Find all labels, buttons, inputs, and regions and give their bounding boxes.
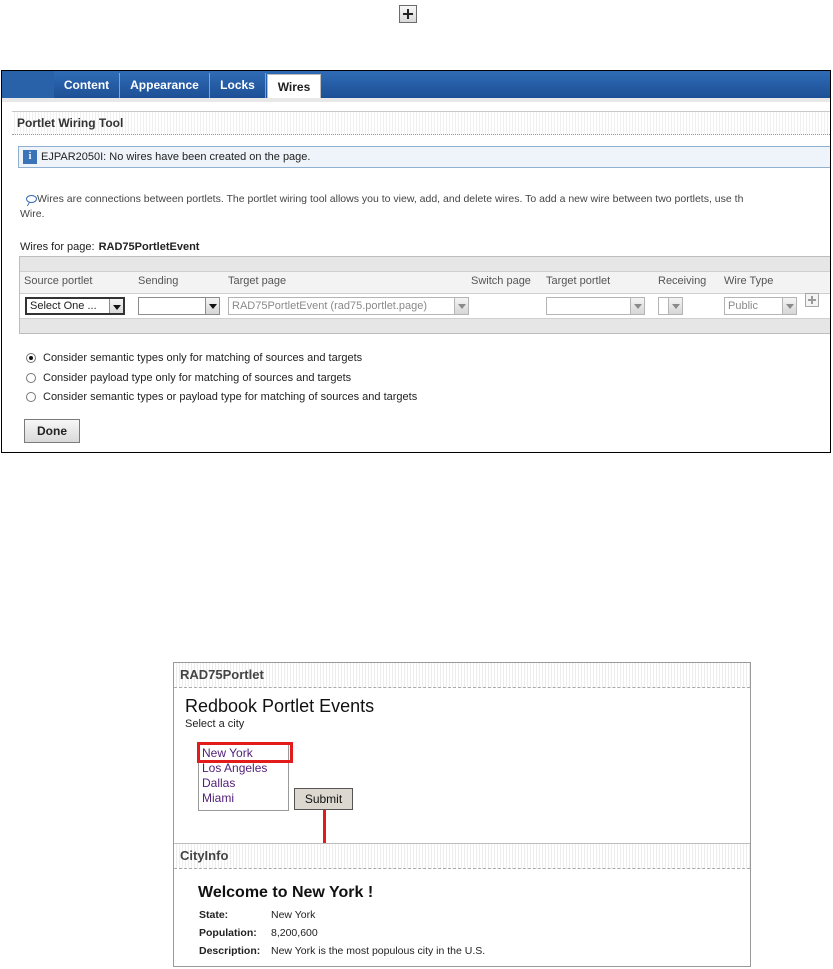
target-page-value: RAD75PortletEvent (rad75.portlet.page) — [232, 300, 428, 312]
state-value: New York — [271, 909, 316, 921]
receiving-select[interactable] — [658, 297, 683, 315]
table-top-strip — [20, 257, 831, 272]
col-target-portlet: Target portlet — [546, 275, 611, 287]
radio-selected[interactable] — [26, 353, 36, 363]
target-portlet-select[interactable] — [546, 297, 645, 315]
matching-option-label: Consider semantic types or payload type for matching of sources and targets — [43, 391, 418, 403]
wire-type-select[interactable] — [724, 297, 797, 315]
sending-select[interactable] — [138, 297, 220, 315]
welcome-heading: Welcome to New York ! — [198, 884, 374, 901]
chevron-down-icon — [205, 298, 219, 314]
section-title: Portlet Wiring Tool — [12, 111, 830, 135]
info-message — [18, 146, 831, 168]
wires-table — [19, 256, 831, 334]
info-message-text: EJPAR2050I: No wires have been created on the page. — [41, 151, 311, 163]
list-item-dallas[interactable]: Dallas — [202, 776, 236, 790]
chevron-down-icon — [668, 298, 682, 314]
page-tab-bar — [2, 71, 830, 98]
list-item-miami[interactable]: Miami — [202, 791, 234, 805]
portlet-preview — [173, 662, 751, 967]
tab-wires[interactable]: Wires — [267, 74, 321, 98]
wires-for-page — [20, 241, 199, 253]
col-switch-page: Switch page — [471, 275, 531, 287]
portlet-title: RAD75Portlet — [174, 663, 750, 688]
chevron-down-icon — [630, 298, 644, 314]
radio-unselected[interactable] — [26, 373, 36, 383]
tab-locks[interactable]: Locks — [210, 73, 266, 98]
list-item-los-angeles[interactable]: Los Angeles — [202, 761, 268, 775]
radio-unselected[interactable] — [26, 392, 36, 402]
submit-button[interactable]: Submit — [294, 788, 353, 810]
state-label: State: — [199, 909, 229, 921]
description-label: Description: — [199, 945, 261, 957]
expand-plus-icon — [399, 5, 417, 23]
description-line-2: Wire. — [20, 208, 45, 220]
population-label: Population: — [199, 927, 257, 939]
done-button[interactable]: Done — [24, 419, 80, 443]
add-wire-icon[interactable] — [805, 293, 819, 307]
portlet-wiring-panel — [1, 70, 831, 453]
selection-highlight — [197, 742, 293, 763]
matching-option-label: Consider semantic types only for matching of sources and targets — [43, 352, 363, 364]
tab-bar-stub — [2, 71, 54, 98]
source-portlet-select[interactable] — [25, 297, 125, 315]
description-line-1: Wires are connections between portlets. The portlet wiring tool allows you to view, add, and delete wires. To add a new wire between two portlets, use th — [37, 193, 744, 205]
col-receiving: Receiving — [658, 275, 707, 287]
col-sending: Sending — [138, 275, 179, 287]
select-city-label: Select a city — [185, 718, 245, 730]
description — [20, 192, 831, 222]
list-item-new-york[interactable]: New York — [202, 746, 253, 760]
portlet-heading: Redbook Portlet Events — [185, 696, 375, 716]
population-value: 8,200,600 — [271, 927, 318, 939]
source-portlet-value: Select One ... — [30, 300, 97, 312]
wires-for-label: Wires for page: — [20, 241, 95, 253]
chevron-down-icon — [782, 298, 796, 314]
wire-type-value: Public — [728, 300, 758, 312]
description-value: New York is the most populous city in the U.S. — [271, 945, 486, 957]
table-bottom-strip — [20, 318, 831, 333]
tab-appearance[interactable]: Appearance — [120, 73, 210, 98]
chevron-down-icon — [454, 298, 468, 314]
wires-for-page-name: RAD75PortletEvent — [98, 241, 200, 253]
col-wire-type: Wire Type — [724, 275, 774, 287]
col-target-page: Target page — [228, 275, 287, 287]
cityinfo-title: CityInfo — [174, 843, 750, 869]
col-source-portlet: Source portlet — [24, 275, 93, 287]
chevron-down-icon — [109, 299, 123, 315]
tab-content[interactable]: Content — [54, 73, 120, 98]
matching-option-label: Consider payload type only for matching of sources and targets — [43, 372, 352, 384]
info-icon: i — [23, 150, 37, 164]
target-page-select[interactable] — [228, 297, 469, 315]
tab-underline — [2, 98, 830, 102]
